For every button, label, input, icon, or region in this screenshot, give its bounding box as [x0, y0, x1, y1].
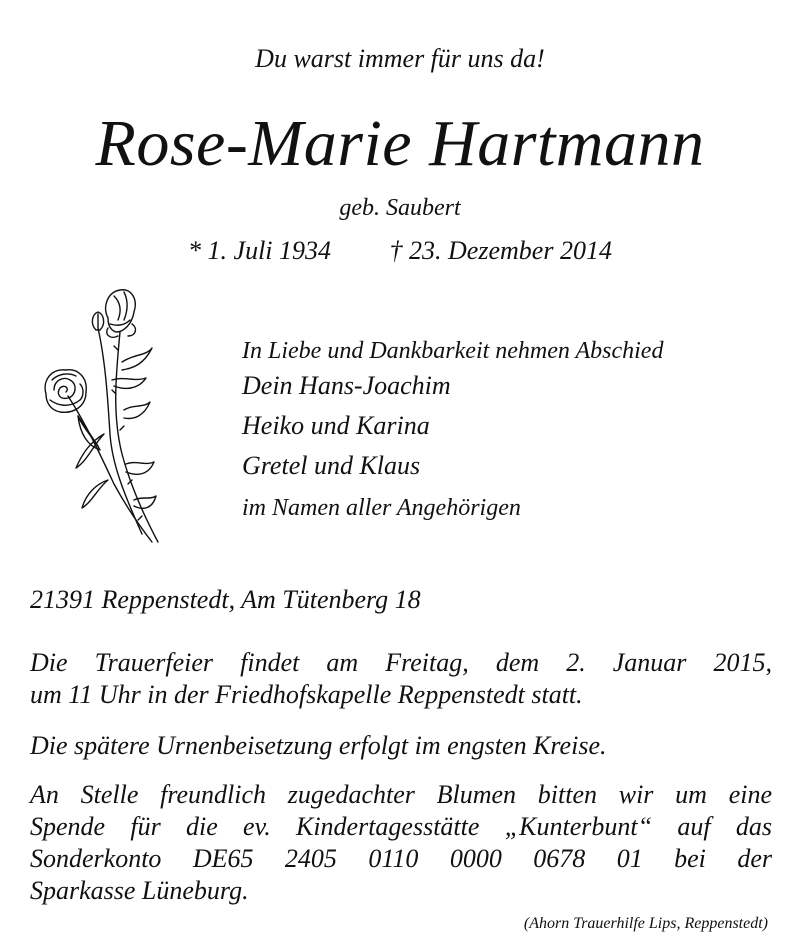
- mourners-block: [242, 336, 663, 530]
- funeral-home-credit: (Ahorn Trauerhilfe Lips, Reppenstedt): [523, 915, 768, 932]
- address: 21391 Reppenstedt, Am Tütenberg 18: [30, 585, 421, 614]
- life-dates: [0, 236, 800, 266]
- mourner-name: Heiko und Karina: [242, 411, 430, 440]
- death-date: † 23. Dezember 2014: [389, 236, 612, 265]
- mourner-name: Gretel und Klaus: [242, 451, 421, 480]
- donation-info: [30, 779, 772, 907]
- motto: Du warst immer für uns da!: [255, 44, 545, 73]
- ceremony-line: um 11 Uhr in der Friedhofskapelle Reppenstedt statt.: [30, 680, 583, 709]
- donation-line: Sparkasse Lüneburg.: [30, 876, 249, 905]
- birth-date: * 1. Juli 1934: [188, 236, 332, 265]
- burial-info: Die spätere Urnenbeisetzung erfolgt im engsten Kreise.: [30, 731, 607, 760]
- rose-icon: [38, 284, 168, 546]
- maiden-name: geb. Saubert: [339, 195, 461, 221]
- mourners-outro: im Namen aller Angehörigen: [242, 495, 521, 521]
- deceased-name: Rose-Marie Hartmann: [95, 107, 705, 180]
- ceremony-line: Die Trauerfeier findet am Freitag, dem 2. Januar 2015,: [30, 648, 772, 677]
- donation-line: An Stelle freundlich zugedachter Blumen bitten wir um eine: [30, 780, 772, 809]
- ceremony-info: [30, 647, 772, 711]
- mourner-name: Dein Hans-Joachim: [242, 371, 451, 400]
- donation-line: Spende für die ev. Kindertagesstätte „Kunterbunt“ auf das: [30, 812, 772, 841]
- donation-line: Sonderkonto DE65 2405 0110 0000 0678 01 bei der: [30, 844, 772, 873]
- mourners-intro: In Liebe und Dankbarkeit nehmen Abschied: [242, 338, 664, 364]
